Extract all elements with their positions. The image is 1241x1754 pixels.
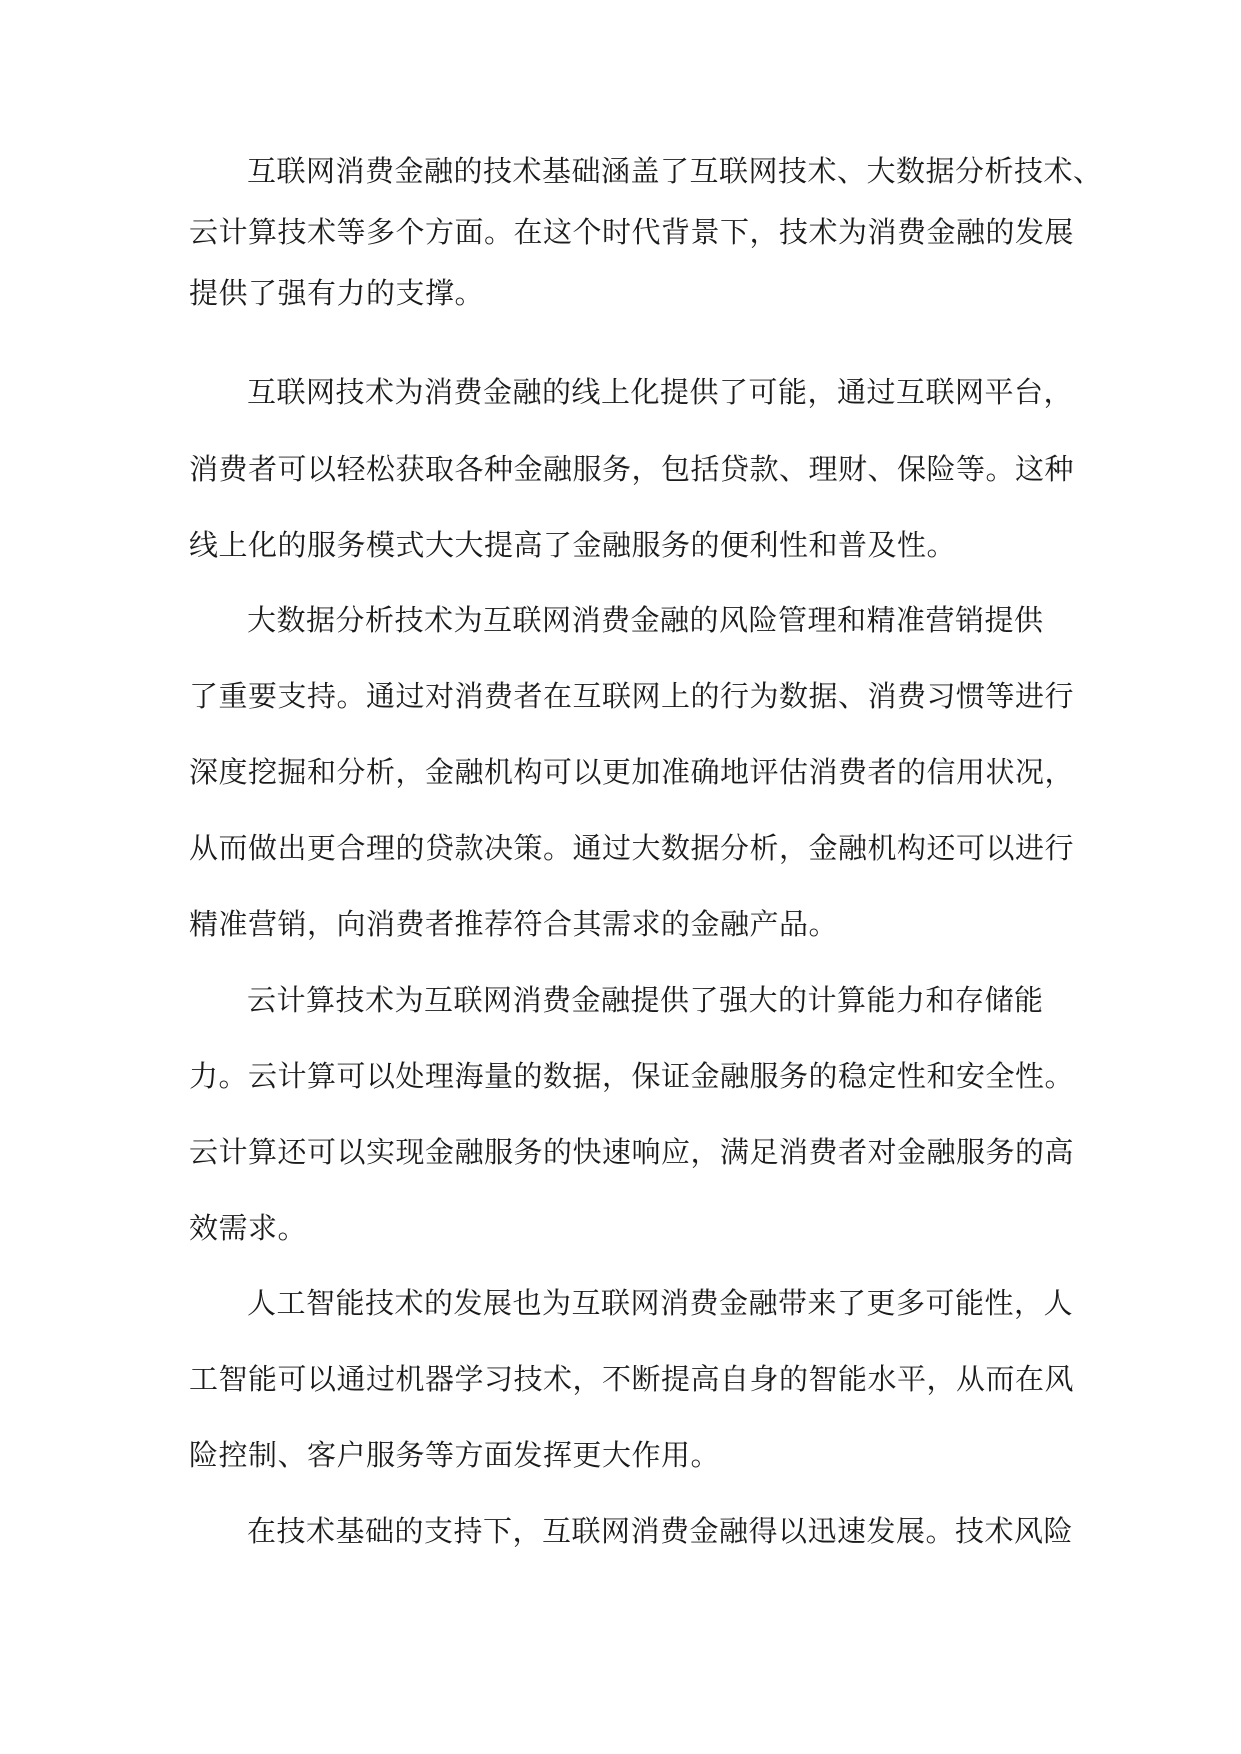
paragraph-3-line-5: 精准营销，向消费者推荐符合其需求的金融产品。 [189, 907, 839, 941]
paragraph-4-line-1: 云计算技术为互联网消费金融提供了强大的计算能力和存储能 [247, 983, 1044, 1017]
paragraph-6-line-1: 在技术基础的支持下，互联网消费金融得以迅速发展。技术风险 [247, 1514, 1074, 1548]
paragraph-2-line-3: 线上化的服务模式大大提高了金融服务的便利性和普及性。 [189, 528, 957, 562]
paragraph-1-line-3: 提供了强有力的支撑。 [189, 276, 485, 310]
paragraph-4-line-3: 云计算还可以实现金融服务的快速响应，满足消费者对金融服务的高 [189, 1135, 1075, 1169]
paragraph-5-line-2: 工智能可以通过机器学习技术，不断提高自身的智能水平，从而在风 [189, 1362, 1075, 1396]
paragraph-5-line-1: 人工智能技术的发展也为互联网消费金融带来了更多可能性，人 [247, 1286, 1074, 1320]
paragraph-3-line-4: 从而做出更合理的贷款决策。通过大数据分析，金融机构还可以进行 [189, 831, 1075, 865]
paragraph-4-line-4: 效需求。 [189, 1211, 308, 1245]
paragraph-4-line-2: 力。云计算可以处理海量的数据，保证金融服务的稳定性和安全性。 [189, 1059, 1075, 1093]
paragraph-3-line-1: 大数据分析技术为互联网消费金融的风险管理和精准营销提供 [247, 603, 1044, 637]
paragraph-1-line-2: 云计算技术等多个方面。在这个时代背景下，技术为消费金融的发展 [189, 215, 1075, 249]
paragraph-5-line-3: 险控制、客户服务等方面发挥更大作用。 [189, 1438, 721, 1472]
paragraph-2-line-2: 消费者可以轻松获取各种金融服务，包括贷款、理财、保险等。这种 [189, 452, 1075, 486]
paragraph-1-line-1: 互联网消费金融的技术基础涵盖了互联网技术、大数据分析技术、 [247, 154, 1103, 188]
paragraph-3-line-3: 深度挖掘和分析，金融机构可以更加准确地评估消费者的信用状况， [189, 755, 1075, 789]
paragraph-2-line-1: 互联网技术为消费金融的线上化提供了可能，通过互联网平台， [247, 375, 1074, 409]
paragraph-3-line-2: 了重要支持。通过对消费者在互联网上的行为数据、消费习惯等进行 [189, 679, 1075, 713]
